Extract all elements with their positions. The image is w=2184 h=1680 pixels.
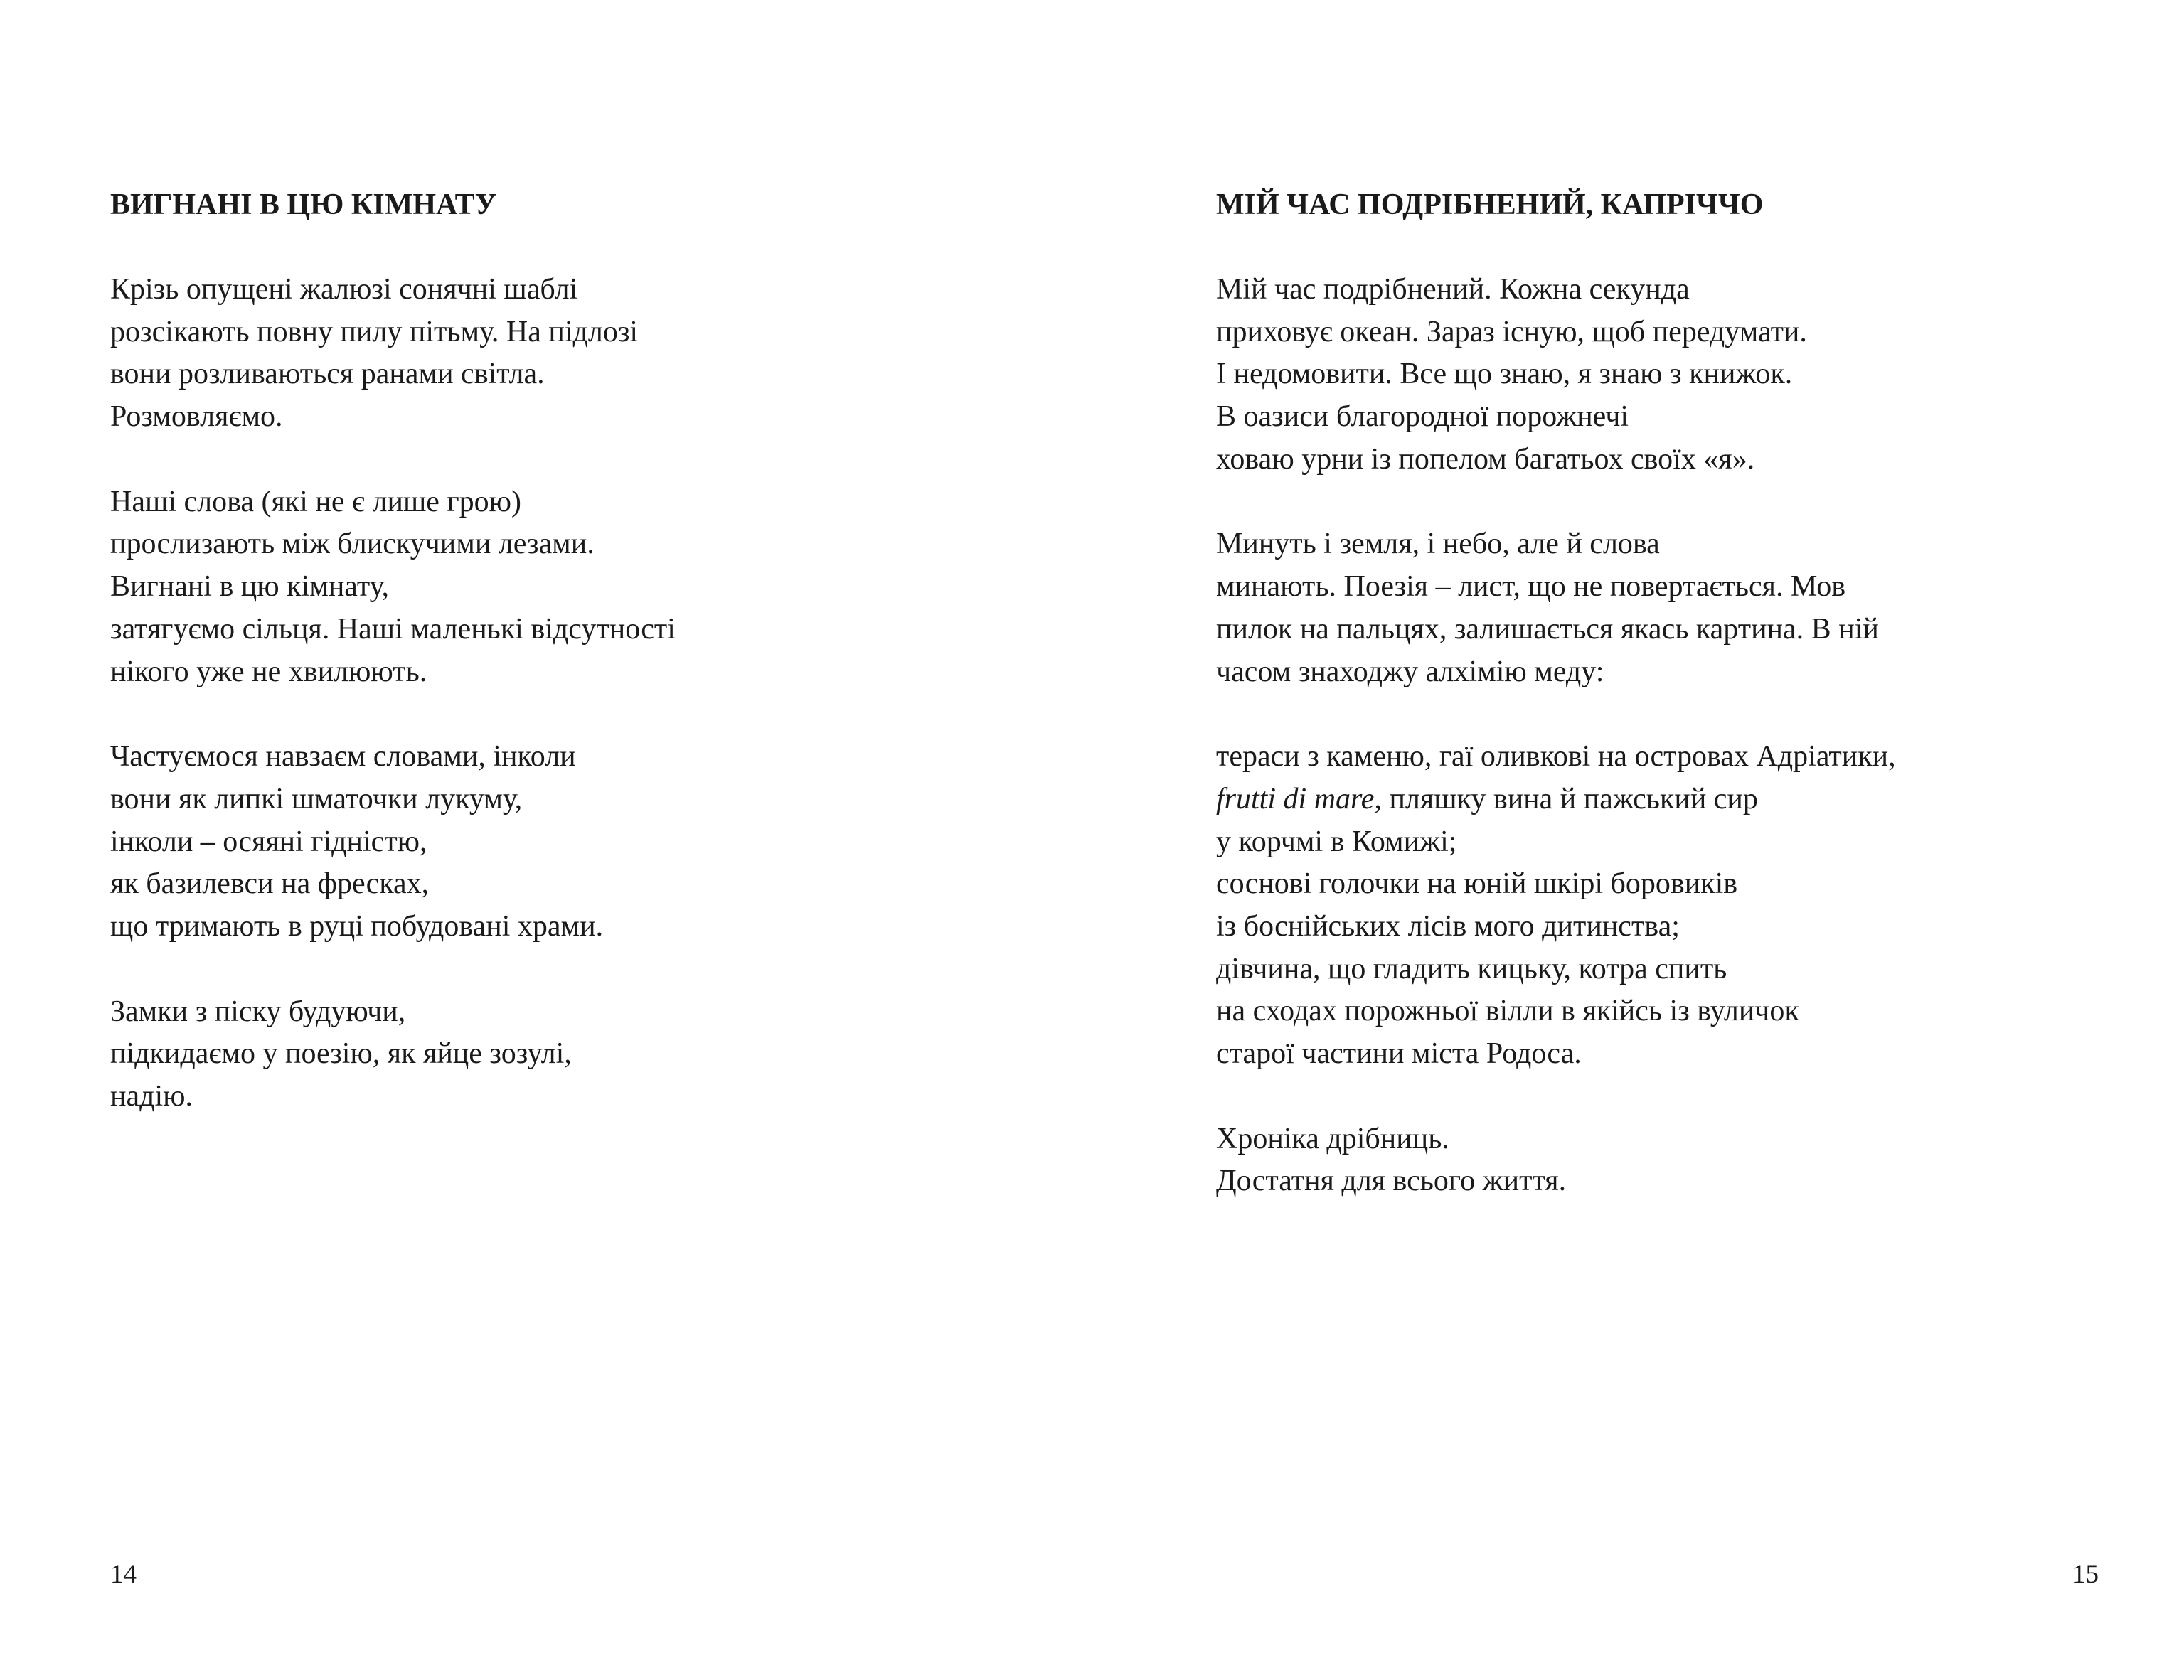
poem-line: вони як липкі шматочки лукуму, — [110, 782, 523, 815]
poem-line: пилок на пальцях, залишається якась картина. В ній — [1216, 612, 1879, 646]
poem-line: затягуємо сільця. Наші маленькі відсутності — [110, 612, 676, 646]
page-number: 15 — [2072, 1560, 2099, 1589]
poem-line: підкидаємо у поезію, як яйце зозулі, — [110, 1037, 572, 1071]
poem-line: frutti di mare, пляшку вина й пажський сир — [1216, 782, 1758, 815]
stanza — [1216, 1118, 1896, 1203]
poem-line: Наші слова (які не є лише грою) — [110, 485, 522, 518]
poem-line: у корчмі в Комижі; — [1216, 825, 1457, 858]
poem-line: нікого уже не хвилюють. — [110, 655, 427, 688]
poem-line: соснові голочки на юній шкірі боровиків — [1216, 867, 1738, 901]
poem-line: вони розливаються ранами світла. — [110, 358, 545, 391]
poem-line: як базилевси на фресках, — [110, 867, 430, 901]
poem-line: що тримають в руці побудовані храми. — [110, 909, 604, 943]
poem-line: прослизають між блискучими лезами. — [110, 528, 595, 561]
right-page — [1092, 0, 2184, 1680]
poem-line: І недомовити. Все що знаю, я знаю з книжок. — [1216, 358, 1793, 391]
poem-line: приховує океан. Зараз існую, щоб передумати. — [1216, 315, 1807, 348]
poem-line: Вигнані в цю кімнату, — [110, 570, 389, 604]
poem-line: тераси з каменю, гаї оливкові на островах Адріатики, — [1216, 740, 1896, 774]
poem-line: ховаю урни із попелом багатьох своїх «я». — [1216, 442, 1755, 476]
stanza — [110, 736, 676, 948]
poem-line: на сходах порожньої вілли в якійсь із вуличок — [1216, 995, 1799, 1028]
poem-line: Частуємося навзаєм словами, інколи — [110, 740, 576, 774]
poem-line: Розмовляємо. — [110, 400, 283, 434]
page-number: 14 — [110, 1560, 137, 1589]
poem-line: розсікають повну пилу пітьму. На підлозі — [110, 315, 639, 348]
poem-line: минають. Поезія – лист, що не повертається. Мов — [1216, 570, 1846, 604]
stanza-list — [110, 269, 676, 1118]
poem-line: В оазиси благородної порожнечі — [1216, 400, 1629, 434]
poem-line: Минуть і земля, і небо, але й слова — [1216, 528, 1660, 561]
stanza — [1216, 736, 1896, 1076]
stanza — [110, 269, 676, 439]
poem-line: Достатня для всього життя. — [1216, 1165, 1567, 1198]
poem-title: МІЙ ЧАС ПОДРІБНЕНИЙ, КАПРІЧЧО — [1216, 188, 1764, 221]
poem-line: Замки з піску будуючи, — [110, 995, 406, 1028]
poem-line: Крізь опущені жалюзі сонячні шаблі — [110, 273, 578, 306]
poem-line: старої частини міста Родоса. — [1216, 1037, 1582, 1070]
poem-line: часом знаходжу алхімію меду: — [1216, 655, 1604, 688]
poem-line: Хроніка дрібниць. — [1216, 1122, 1449, 1155]
poem-line: надію. — [110, 1080, 193, 1113]
poem-title: ВИГНАНІ В ЦЮ КІМНАТУ — [110, 188, 497, 221]
stanza — [1216, 523, 1896, 693]
poem-line: інколи – осяяні гідністю, — [110, 825, 427, 858]
stanza — [110, 991, 676, 1118]
stanza-list — [1216, 269, 1896, 1203]
poem-left — [110, 183, 676, 1161]
poem-line: дівчина, що гладить кицьку, котра спить — [1216, 952, 1727, 985]
poem-line: із боснійських лісів мого дитинства; — [1216, 909, 1680, 943]
poem-line: Мій час подрібнений. Кожна секунда — [1216, 273, 1690, 306]
stanza — [110, 481, 676, 693]
poem-right — [1216, 183, 1896, 1246]
stanza — [1216, 269, 1896, 481]
